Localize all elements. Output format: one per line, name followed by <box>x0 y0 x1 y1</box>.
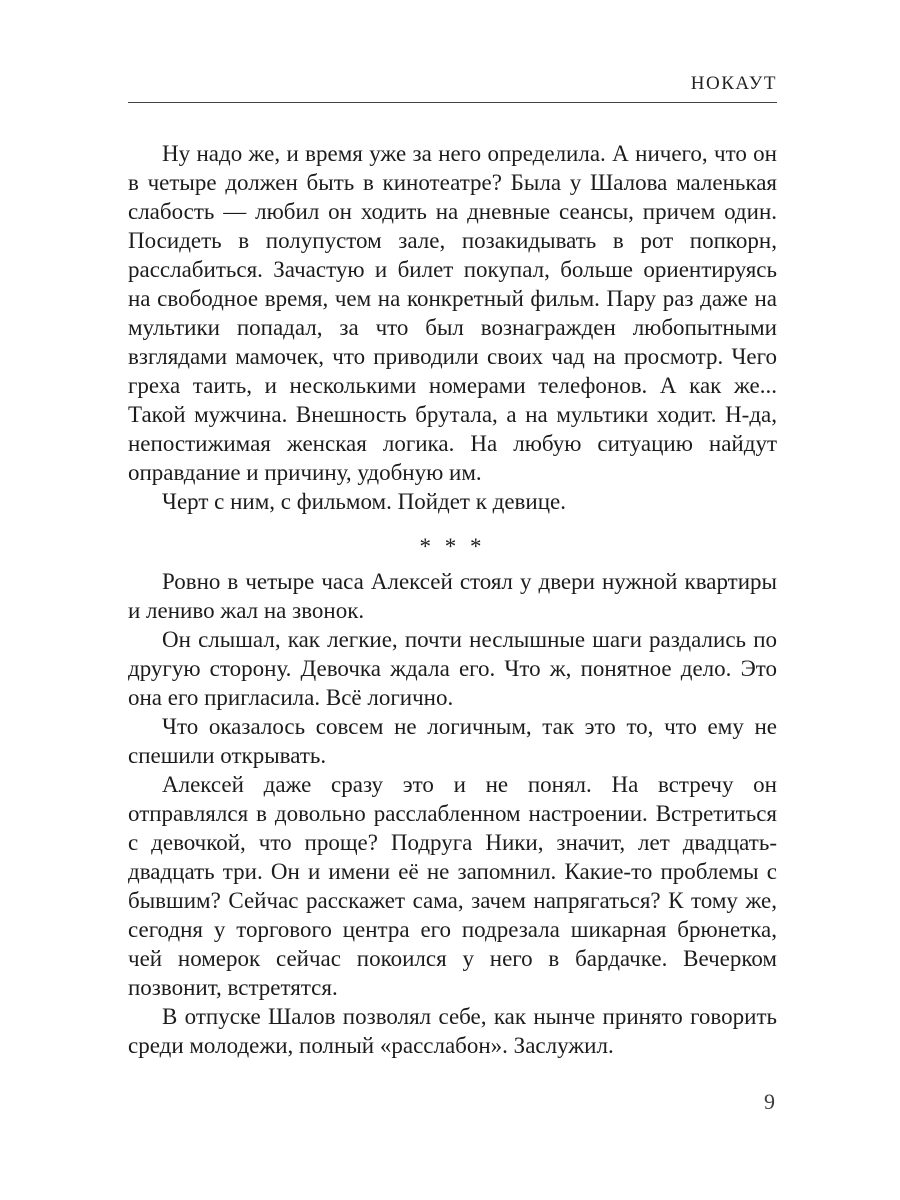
paragraph: Что оказалось совсем не логичным, так это то, что ему не спешили открывать. <box>128 714 777 768</box>
running-head <box>128 0 777 103</box>
page-body <box>128 139 777 1060</box>
paragraph: Ну надо же, и время уже за него определила. А ничего, что он в четыре должен быть в кинотеатре? Была у Шалова маленькая слабость — любил он ходить на дневные сеансы, причем один. Посидеть в полупустом зале, позакидывать в рот попкорн, расслабиться. Зачастую и билет покупал, больше ориентируясь на свободное время, чем на конкретный фильм. Пару раз даже на мультики попадал, за что был вознагражден любопытными взглядами мамочек, что приводили своих чад на просмотр. Чего греха таить, и несколькими номерами телефонов. А как же... Такой мужчина. Внешность брутала, а на мультики ходит. Н-да, непостижимая женская логика. На любую ситуацию найдут оправдание и причину, удобную им. <box>128 141 777 485</box>
text-block <box>128 0 777 1060</box>
scene-divider: * * * <box>419 534 486 559</box>
paragraph: В отпуске Шалов позволял себе, как нынче принято говорить среди молодежи, полный «расслабон». Заслужил. <box>128 1004 777 1058</box>
paragraph: Алексей даже сразу это и не понял. На встречу он отправлялся в довольно расслабленном настроении. Встретиться с девочкой, что проще? Подруга Ники, значит, лет двадцать-двадцать три. Он и имени её не запомнил. Какие-то проблемы с бывшим? Сейчас расскажет сама, зачем напрягаться? К тому же, сегодня у торгового центра его подрезала шикарная брюнетка, чей номерок сейчас покоился у него в бардачке. Вечерком позвонит, встретятся. <box>128 772 777 1000</box>
running-head-title: НОКАУТ <box>690 73 777 94</box>
paragraph: Черт с ним, с фильмом. Пойдет к девице. <box>162 489 566 514</box>
page-number: 9 <box>764 1089 775 1114</box>
paragraph: Ровно в четыре часа Алексей стоял у двери нужной квартиры и лениво жал на звонок. <box>128 569 777 623</box>
paragraph: Он слышал, как легкие, почти неслышные шаги раздались по другую сторону. Девочка ждала его. Что ж, понятное дело. Это она его пригласила. Всё логично. <box>128 627 777 710</box>
